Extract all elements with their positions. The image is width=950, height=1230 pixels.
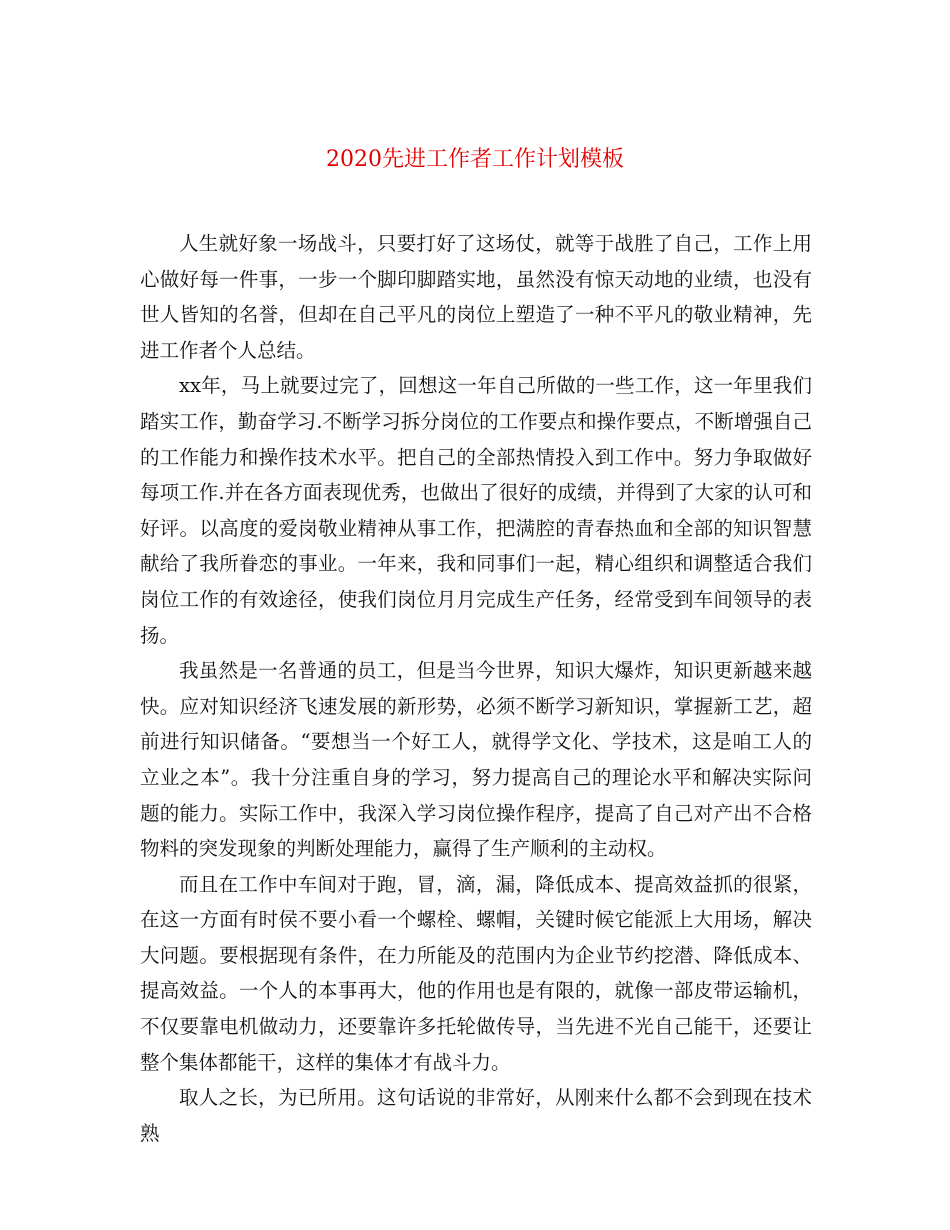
paragraph-2: xx年，马上就要过完了，回想这一年自己所做的一些工作，这一年里我们踏实工作，勤奋学习.不断学习拆分岗位的工作要点和操作要点，不断增强自己的工作能力和操作技术水平。把自己的全部热情投入到工作中。努力争取做好每项工作.并在各方面表现优秀，也做出了很好的成绩，并得到了大家的认可和好评。以高度的爱岗敬业精神从事工作，把满腔的青春热血和全部的知识智慧献给了我所眷恋的事业。一年来，我和同事们一起，精心组织和调整适合我们岗位工作的有效途径，使我们岗位月月完成生产任务，经常受到车间领导的表扬。 (140, 374, 812, 647)
paragraph-5: 取人之长，为已所用。这句话说的非常好，从刚来什么都不会到现在技术熟 (140, 1086, 812, 1145)
document-body (140, 226, 812, 1151)
document-title: 2020先进工作者工作计划模板 (326, 147, 624, 172)
paragraph-3: 我虽然是一名普通的员工，但是当今世界，知识大爆炸，知识更新越来越快。应对知识经济飞速发展的新形势，必须不断学习新知识，掌握新工艺，超前进行知识储备。“要想当一个好工人，就得学文化、学技术，这是咱工人的立业之本”。我十分注重自身的学习，努力提高自己的理论水平和解决实际问题的能力。实际工作中，我深入学习岗位操作程序，提高了自己对产出不合格物料的突发现象的判断处理能力，赢得了生产顺利的主动权。 (140, 659, 812, 861)
paragraph-4: 而且在工作中车间对于跑，冒，滴，漏，降低成本、提高效益抓的很紧，在这一方面有时侯不要小看一个螺栓、螺帽，关键时候它能派上大用场，解决大问题。要根据现有条件，在力所能及的范围内为企业节约挖潜、降低成本、提高效益。一个人的本事再大，他的作用也是有限的，就像一部皮带运输机，不仅要靠电机做动力，还要靠许多托轮做传导，当先进不光自己能干，还要让整个集体都能干，这样的集体才有战斗力。 (140, 872, 812, 1074)
paragraph-1: 人生就好象一场战斗，只要打好了这场仗，就等于战胜了自己，工作上用心做好每一件事，一步一个脚印脚踏实地，虽然没有惊天动地的业绩，也没有世人皆知的名誉，但却在自己平凡的岗位上塑造了一种不平凡的敬业精神，先进工作者个人总结。 (140, 232, 812, 362)
